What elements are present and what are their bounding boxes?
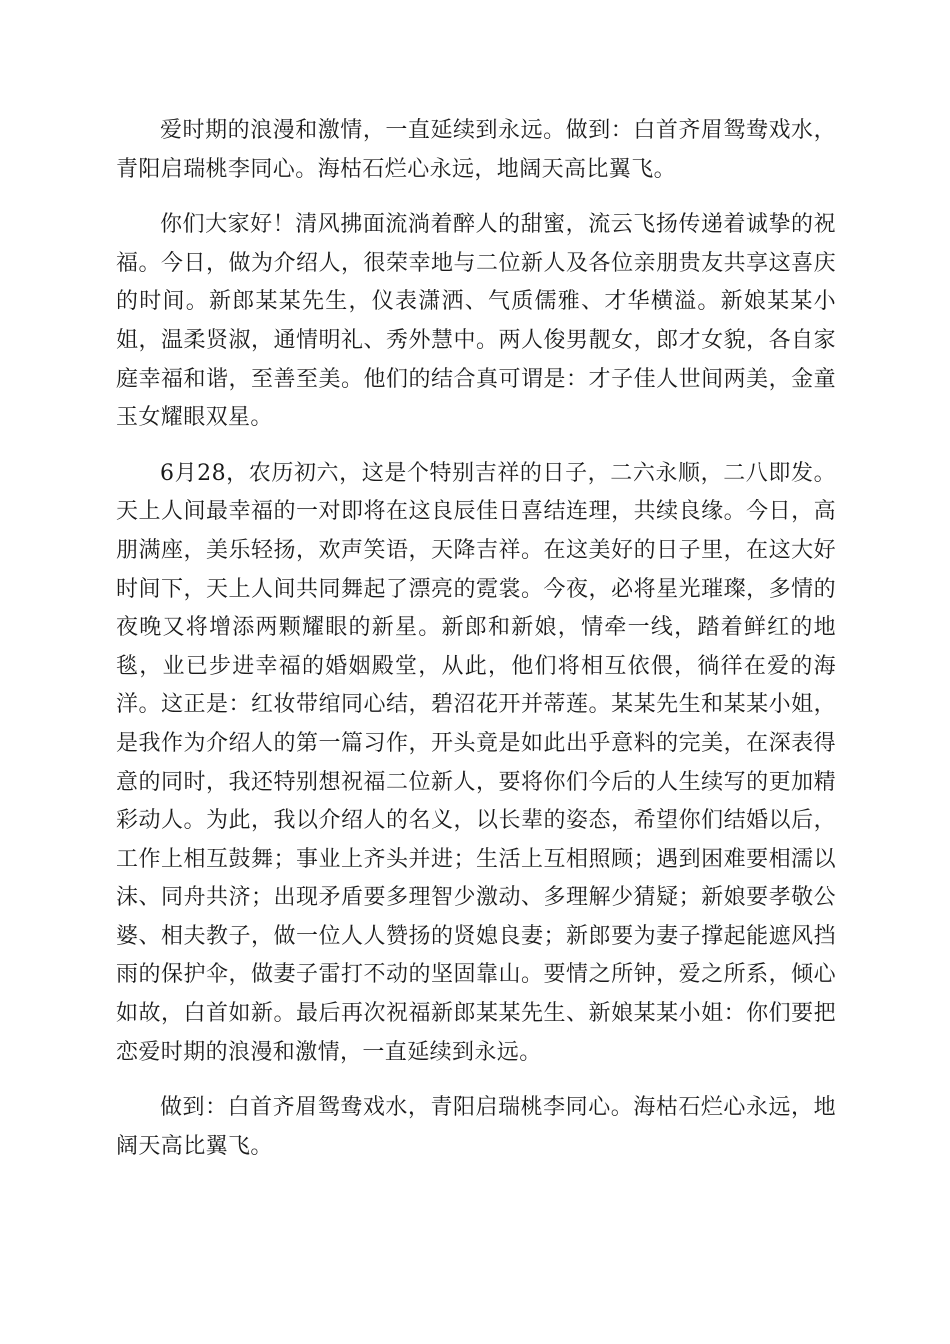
document-page: [116, 112, 836, 1183]
paragraph-2: 你们大家好！清风拂面流淌着醉人的甜蜜，流云飞扬传递着诚挚的祝福。今日，做为介绍人，很荣幸地与二位新人及各位亲朋贵友共享这喜庆的时间。新郎某某先生，仪表潇洒、气质儒雅、才华横溢。新娘某某小姐，温柔贤淑，通情明礼、秀外慧中。两人俊男靓女，郎才女貌，各自家庭幸福和谐，至善至美。他们的结合真可谓是：才子佳人世间两美，金童玉女耀眼双星。: [116, 212, 836, 431]
paragraph-4: 做到：白首齐眉鸳鸯戏水，青阳启瑞桃李同心。海枯石烂心永远，地阔天高比翼飞。: [116, 1095, 836, 1159]
paragraph-1: 爱时期的浪漫和激情，一直延续到永远。做到：白首齐眉鸳鸯戏水，青阳启瑞桃李同心。海枯石烂心永远，地阔天高比翼飞。: [116, 118, 836, 182]
paragraph-3: 6月28，农历初六，这是个特别吉祥的日子，二六永顺，二八即发。天上人间最幸福的一对即将在这良辰佳日喜结连理，共续良缘。今日，高朋满座，美乐轻扬，欢声笑语，天降吉祥。在这美好的日子里，在这大好时间下，天上人间共同舞起了漂亮的霓裳。今夜，必将星光璀璨，多情的夜晚又将增添两颗耀眼的新星。新郎和新娘，情牵一线，踏着鲜红的地毯，业已步进幸福的婚姻殿堂，从此，他们将相互依偎，徜徉在爱的海洋。这正是：红妆带绾同心结，碧沼花开并蒂莲。某某先生和某某小姐，是我作为介绍人的第一篇习作，开头竟是如此出乎意料的完美，在深表得意的同时，我还特别想祝福二位新人，要将你们今后的人生续写的更加精彩动人。为此，我以介绍人的名义，以长辈的姿态，希望你们结婚以后，工作上相互鼓舞；事业上齐头并进；生活上互相照顾；遇到困难要相濡以沫、同舟共济；出现矛盾要多理智少激动、多理解少猜疑；新娘要孝敬公婆、相夫教子，做一位人人赞扬的贤媳良妻；新郎要为妻子撑起能遮风挡雨的保护伞，做妻子雷打不动的坚固靠山。要情之所钟，爱之所系，倾心如故，白首如新。最后再次祝福新郎某某先生、新娘某某小姐：你们要把恋爱时期的浪漫和激情，一直延续到永远。: [116, 460, 836, 1065]
